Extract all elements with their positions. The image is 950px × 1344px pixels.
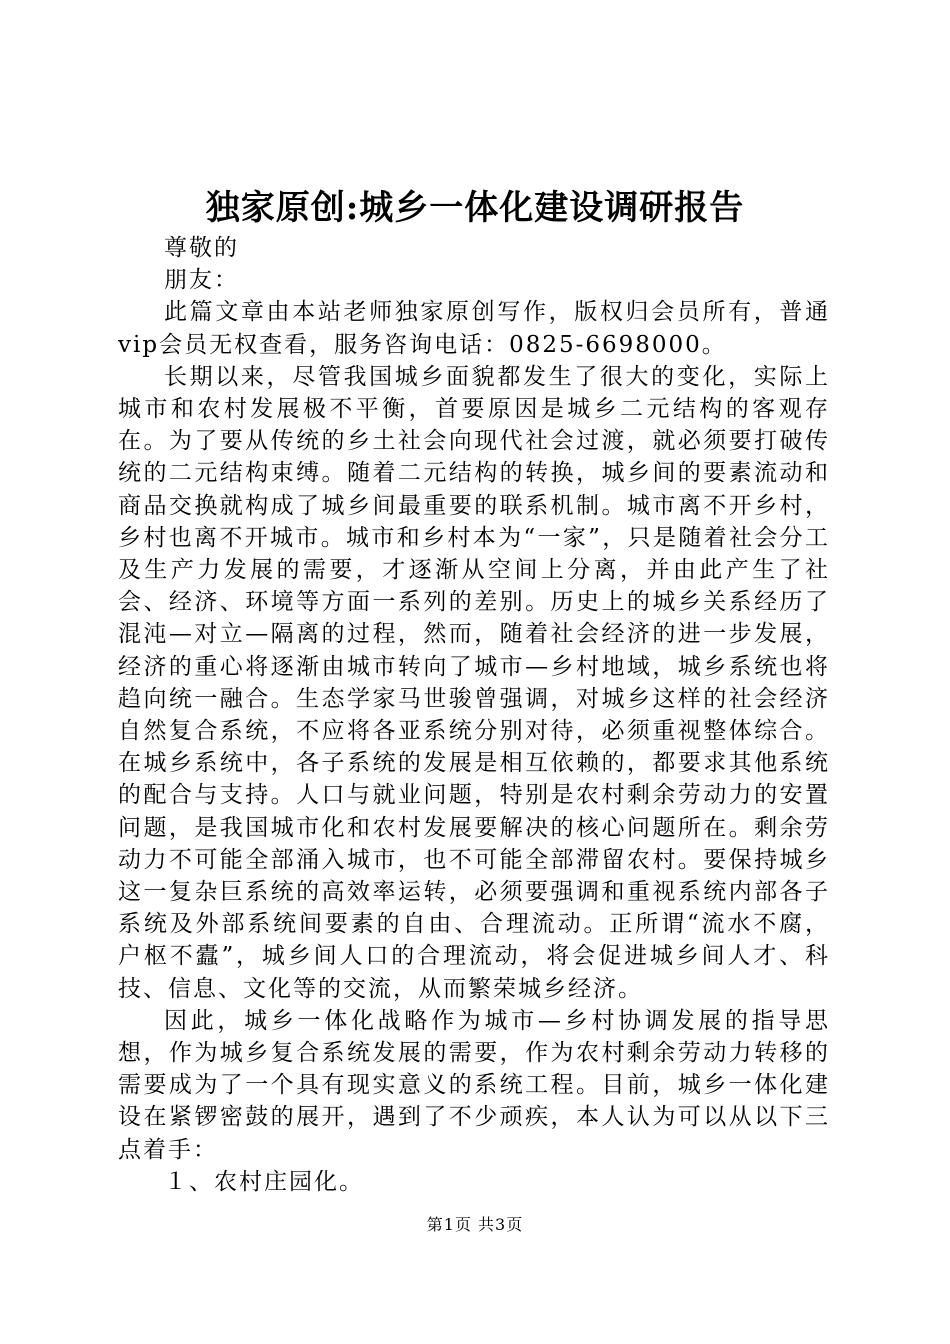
document-body bbox=[118, 232, 830, 1198]
page-footer: 第1页 共3页 bbox=[426, 1215, 524, 1234]
salutation-line-1: 尊敬的 bbox=[164, 235, 239, 261]
paragraph-copyright-notice: 此篇文章由本站老师独家原创写作，版权归会员所有，普通vip会员无权查看，服务咨询电话：0825-6698000。 bbox=[118, 299, 830, 358]
paragraph-strategy: 因此，城乡一体化战略作为城市—乡村协调发展的指导思想，作为城乡复合系统发展的需要，作为农村剩余劳动力转移的需要成为了一个具有现实意义的系统工程。目前，城乡一体化建设在紧锣密鼓的展开，遇到了不少顽疾，本人认为可以从以下三点着手： bbox=[118, 1007, 830, 1163]
paragraph-background: 长期以来，尽管我国城乡面貌都发生了很大的变化，实际上城市和农村发展极不平衡，首要原因是城乡二元结构的客观存在。为了要从传统的乡土社会向现代社会过渡，就必须要打破传统的二元结构束缚。随着二元结构的转换，城乡间的要素流动和商品交换就构成了城乡间最重要的联系机制。城市离不开乡村，乡村也离不开城市。城市和乡村本为“一家”，只是随着社会分工及生产力发展的需要，才逐渐从空间上分离，并由此产生了社会、经济、环境等方面一系列的差别。历史上的城乡关系经历了混沌—对立—隔离的过程，然而，随着社会经济的进一步发展，经济的重心将逐渐由城市转向了城市—乡村地域，城乡系统也将趋向统一融合。生态学家马世骏曾强调，对城乡这样的社会经济自然复合系统，不应将各亚系统分别对待，必须重视整体综合。在城乡系统中，各子系统的发展是相互依赖的，都要求其他系统的配合与支持。人口与就业问题，特别是农村剩余劳动力的安置问题，是我国城市化和农村发展要解决的核心问题所在。剩余劳动力不可能全部涌入城市，也不可能全部滞留农村。要保持城乡这一复杂巨系统的高效率运转，必须要强调和重视系统内部各子系统及外部系统间要素的自由、合理流动。正所谓“流水不腐，户枢不蠹”，城乡间人口的合理流动，将会促进城乡间人才、科技、信息、文化等的交流，从而繁荣城乡经济。 bbox=[118, 363, 830, 1002]
document-title: 独家原创:城乡一体化建设调研报告 bbox=[205, 188, 745, 228]
paragraph-point-1: １、农村庄园化。 bbox=[164, 1168, 364, 1195]
salutation-line-2: 朋友： bbox=[164, 267, 239, 294]
